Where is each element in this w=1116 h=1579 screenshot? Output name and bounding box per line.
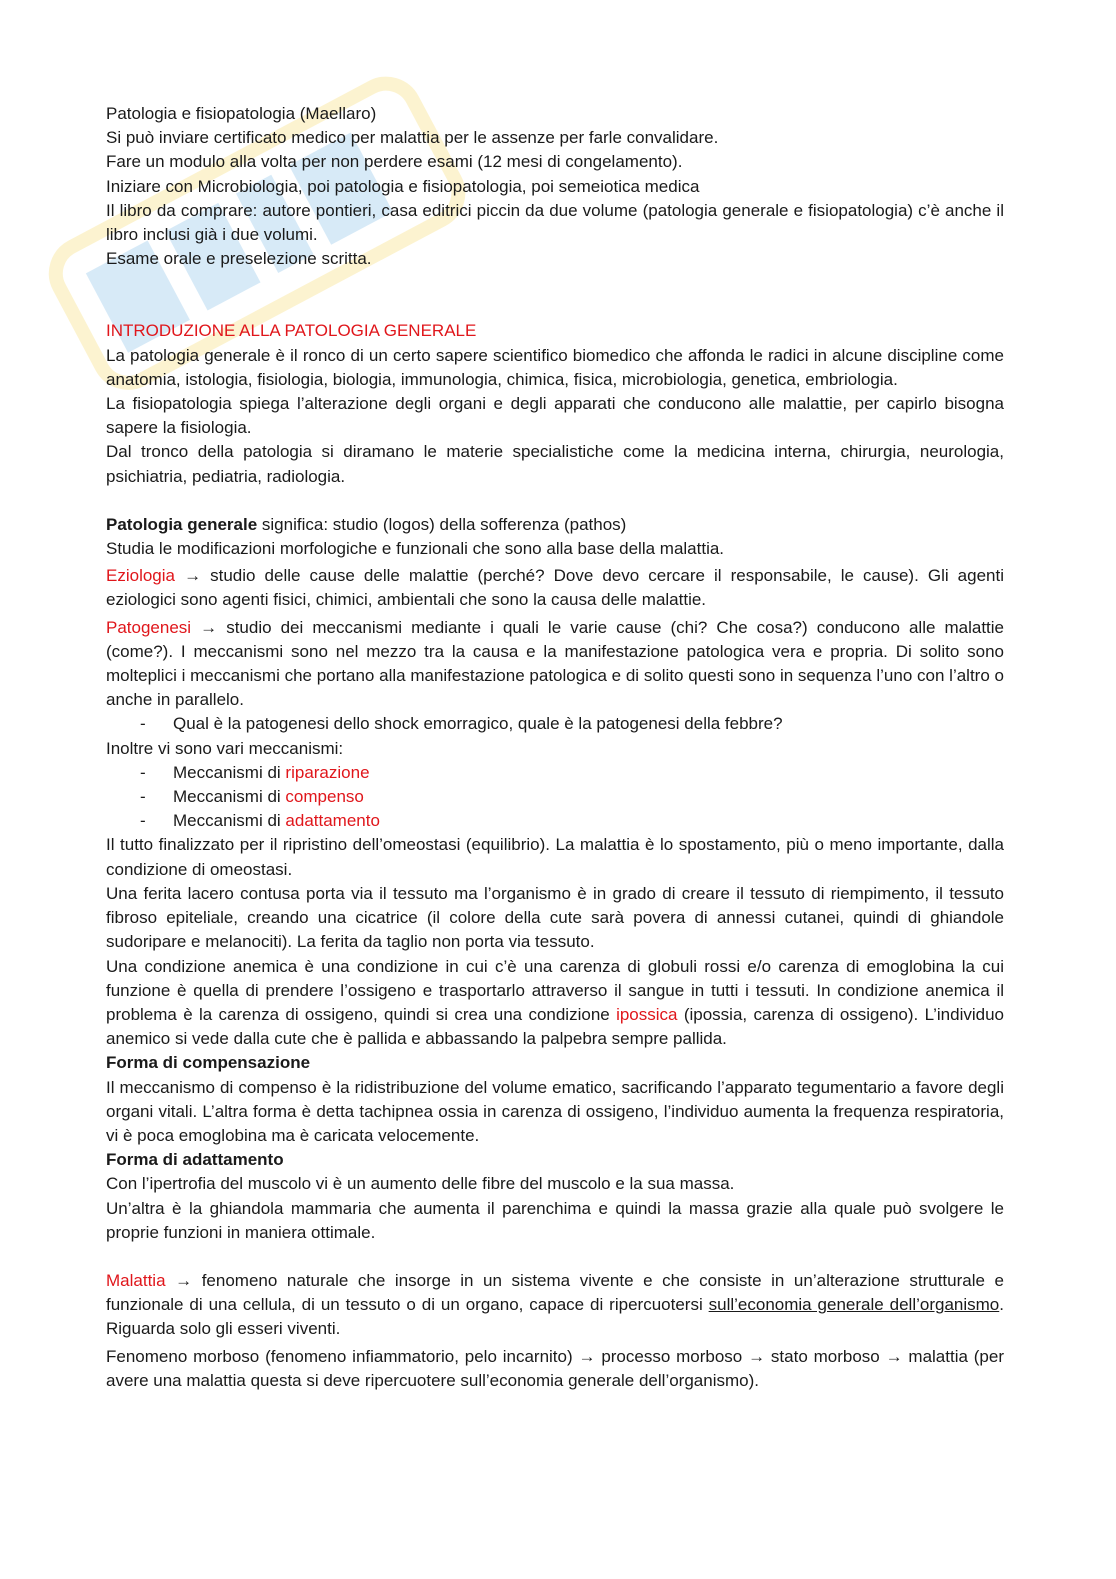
meccanismi-list xyxy=(106,761,1004,834)
arrow-icon: → xyxy=(184,566,202,586)
eziologia-paragraph: Eziologia → studio delle cause delle malattie (perché? Dove devo cercare il responsabile, le cause). Gli agenti eziologici sono agenti fisici, chimici, ambientali che sono la causa delle malattie. xyxy=(106,566,1004,610)
arrow-icon: → xyxy=(175,1270,193,1290)
patogenesi-paragraph: Patogenesi → studio dei meccanismi mediante i quali le varie cause (chi? Che cosa?) conducono alle malattie (come?). I meccanismi sono nel mezzo tra la causa e la manifestazione patologica vera e propria. Di solito sono molteplici i meccanismi che portano alla manifestazione patologica e di solito questi sono in sequenza l’uno con l’altro o anche in parallelo. xyxy=(106,617,1004,710)
adattamento-line: Un’altra è la ghiandola mammaria che aumenta il parenchima e quindi la massa grazie alla quale può svolgere le proprie funzioni in maniera ottimale. xyxy=(106,1198,1004,1242)
adattamento-heading: Forma di adattamento xyxy=(106,1150,284,1170)
ferita-paragraph: Una ferita lacero contusa porta via il tessuto ma l’organismo è in grado di creare il tessuto di riempimento, il tessuto fibroso epiteliale, creando una cicatrice (il colore della cute sarà povera di annessi cutanei, quindi di ghiandole sudoripare e melanociti). La ferita da taglio non porta via tessuto. xyxy=(106,883,1004,952)
arrow-icon: → xyxy=(578,1346,596,1366)
intro-line: Esame orale e preselezione scritta. xyxy=(106,249,372,269)
section-heading: INTRODUZIONE ALLA PATOLOGIA GENERALE xyxy=(106,321,477,341)
intro-line: Il libro da comprare: autore pontieri, casa editrici piccin da due volume (patologia generale e fisiopatologia) c’è anche il libro inclusi già i due volumi. xyxy=(106,200,1004,245)
adattamento-line: Con l’ipertrofia del muscolo vi è un aumento delle fibre del muscolo e la sua massa. xyxy=(106,1174,735,1194)
omeostasi-paragraph: Il tutto finalizzato per il ripristino dell’omeostasi (equilibrio). La malattia è lo spostamento, più o meno importante, dalla condizione di omeostasi. xyxy=(106,835,1004,879)
patologia-generale-studia: Studia le modificazioni morfologiche e funzionali che sono alla base della malattia. xyxy=(106,539,725,559)
section-paragraph: La patologia generale è il ronco di un certo sapere scientifico biomedico che affonda le radici in alcune discipline come anatomia, istologia, fisiologia, biologia, immunologia, chimica, fisica, microbiologia, genetica, embriologia. xyxy=(106,345,1004,389)
ipossica-term: ipossica xyxy=(616,1004,678,1024)
intro-line: Fare un modulo alla volta per non perdere esami (12 mesi di congelamento). xyxy=(106,152,683,172)
arrow-icon: → xyxy=(885,1346,903,1366)
patologia-generale-definition: Patologia generale significa: studio (logos) della sofferenza (pathos) xyxy=(106,514,627,534)
compensazione-paragraph: Il meccanismo di compenso è la ridistribuzione del volume ematico, sacrificando l’apparato tegumentario a favore degli organi vitali. L’altra forma è detta tachipnea ossia in carenza di ossigeno, l’individuo aumenta la frequenza respiratoria, vi è poca emoglobina ma è caricata velocemente. xyxy=(106,1077,1004,1145)
arrow-icon: → xyxy=(748,1346,766,1366)
patogenesi-term: Patogenesi xyxy=(106,617,192,637)
eziologia-term: Eziologia xyxy=(106,566,175,586)
malattia-term: Malattia xyxy=(106,1270,166,1290)
anemia-paragraph: Una condizione anemica è una condizione in cui c’è una carenza di globuli rossi e/o carenza di emoglobina la cui funzione è quella di prendere l’ossigeno e trasportarlo attraverso il sangue in tutti i tessuti. In condizione anemica il problema è la carenza di ossigeno, quindi si crea una condizione ipossica (ipossia, carenza di ossigeno). L’individuo anemico si vede dalla cute che è pallida e abbassando la palpebra sempre pallida. xyxy=(106,956,1004,1049)
list-item: - Meccanismi di adattamento xyxy=(106,809,1004,833)
list-item: - Meccanismi di riparazione xyxy=(106,761,1004,785)
list-item: - Meccanismi di compenso xyxy=(106,785,1004,809)
malattia-paragraph: Malattia → fenomeno naturale che insorge in un sistema vivente e che consiste in un’alterazione strutturale e funzionale di una cellula, di un tessuto o di un organo, capace di ripercuotersi sull’economia generale dell’organismo. Riguarda solo gli esseri viventi. xyxy=(106,1270,1004,1339)
pg-term: Patologia generale xyxy=(106,514,258,534)
section-paragraph: La fisiopatologia spiega l’alterazione degli organi e degli apparati che conducono alle malattie, per capirlo bisogna sapere la fisiologia. xyxy=(106,394,1004,438)
fenomeno-paragraph: Fenomeno morboso (fenomeno infiammatorio, pelo incarnito) → processo morboso → stato morboso → malattia (per avere una malattia questa si deve ripercuotere sull’economia generale dell’organismo). xyxy=(106,1346,1004,1390)
intro-line: Iniziare con Microbiologia, poi patologia e fisiopatologia, poi semeiotica medica xyxy=(106,176,700,196)
meccanismi-intro: Inoltre vi sono vari meccanismi: xyxy=(106,738,344,758)
intro-line: Si può inviare certificato medico per malattia per le assenze per farle convalidare. xyxy=(106,128,719,148)
section-paragraph: Dal tronco della patologia si diramano le materie specialistiche come la medicina interna, chirurgia, neurologia, psichiatria, pediatria, radiologia. xyxy=(106,442,1004,486)
arrow-icon: → xyxy=(200,617,218,637)
intro-line: Patologia e fisiopatologia (Maellaro) xyxy=(106,104,377,123)
compensazione-heading: Forma di compensazione xyxy=(106,1053,311,1073)
document-page xyxy=(106,102,1004,1393)
patogenesi-list xyxy=(106,712,1004,736)
list-item: - Qual è la patogenesi dello shock emorragico, quale è la patogenesi della febbre? xyxy=(106,712,1004,736)
